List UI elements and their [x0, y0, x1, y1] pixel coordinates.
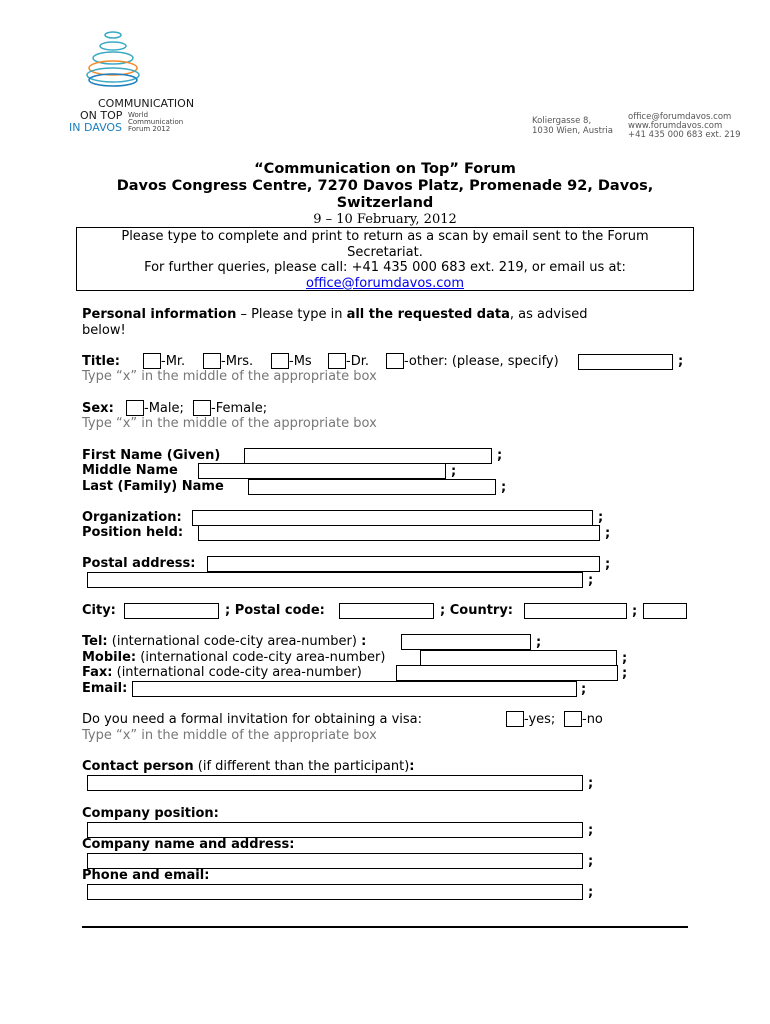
contact-person-semicolon: ;	[588, 776, 594, 791]
title-hint: Type “x” in the middle of the appropriate box	[82, 369, 377, 384]
tel-colon: :	[361, 634, 367, 649]
sex-female-label: -Female;	[211, 401, 268, 416]
visa-yes-checkbox[interactable]	[506, 711, 524, 727]
email-semicolon: ;	[581, 682, 587, 697]
notice-line3: For further queries, please call: +41 435 000 683 ext. 219, or email us at:	[144, 260, 626, 275]
intro-text1: – Please type in	[236, 307, 347, 322]
company-position-input[interactable]	[87, 822, 583, 838]
mobile-row	[82, 650, 385, 665]
contact-person-colon: :	[409, 759, 415, 774]
fax-semicolon: ;	[622, 666, 628, 681]
mobile-label: Mobile:	[82, 650, 137, 665]
fax-input[interactable]	[396, 665, 618, 681]
title-ms-checkbox[interactable]	[271, 353, 289, 369]
email-input[interactable]	[132, 681, 577, 697]
email-label: Email:	[82, 681, 128, 696]
intro-bold1: Personal information	[82, 307, 237, 322]
company-name-address-semicolon: ;	[588, 854, 594, 869]
contact-person-label: Contact person	[82, 759, 194, 774]
address-street: Koliergasse 8,	[532, 116, 592, 126]
mobile-hint: (international code-city area-number)	[136, 650, 386, 665]
country-semicolon: ;	[632, 604, 638, 619]
tel-label: Tel:	[82, 634, 108, 649]
organization-label: Organization:	[82, 510, 182, 525]
event-dates: 9 – 10 February, 2012	[313, 212, 457, 227]
forum-title: “Communication on Top” Forum	[254, 161, 516, 177]
phone-email-input[interactable]	[87, 884, 583, 900]
tel-hint: (international code-city area-number)	[107, 634, 362, 649]
postal-code-label: ; Postal code:	[225, 603, 325, 618]
venue-country: Switzerland	[336, 195, 434, 211]
sex-hint: Type “x” in the middle of the appropriate box	[82, 416, 377, 431]
postal-address-input-line2[interactable]	[87, 572, 583, 588]
contact-person-note: (if different than the participant)	[193, 759, 410, 774]
intro-bold2: all the requested data	[346, 307, 510, 322]
logo-brand-line3: IN DAVOS	[69, 121, 123, 134]
first-name-input[interactable]	[244, 448, 492, 464]
postal-address-label: Postal address:	[82, 556, 196, 571]
company-position-semicolon: ;	[588, 823, 594, 838]
contact-person-input[interactable]	[87, 775, 583, 791]
country-input[interactable]	[524, 603, 627, 619]
tel-input[interactable]	[401, 634, 531, 650]
company-name-address-label: Company name and address:	[82, 837, 295, 852]
intro-text2: , as advised	[509, 307, 588, 322]
bottom-divider	[82, 926, 688, 928]
tel-semicolon: ;	[536, 635, 542, 650]
title-dr-checkbox[interactable]	[328, 353, 346, 369]
title-semicolon: ;	[678, 354, 684, 369]
instructions-box	[76, 227, 694, 291]
title-dr-label: -Dr.	[346, 354, 369, 369]
visa-no-checkbox[interactable]	[564, 711, 582, 727]
city-label: City:	[82, 603, 116, 618]
logo-rings-graphic	[80, 28, 150, 100]
fax-label: Fax:	[82, 665, 113, 680]
title-other-input[interactable]	[578, 354, 673, 370]
position-held-semicolon: ;	[605, 526, 611, 541]
logo-sub-line2: Communication	[128, 118, 184, 126]
tel-row	[82, 634, 366, 649]
first-name-semicolon: ;	[497, 448, 503, 463]
address-web: www.forumdavos.com	[628, 121, 723, 131]
middle-name-semicolon: ;	[451, 464, 457, 479]
contact-person-row	[82, 759, 415, 774]
organization-input[interactable]	[192, 510, 593, 526]
postal-address-input-line1[interactable]	[207, 556, 600, 572]
title-label: Title:	[82, 354, 121, 369]
postal-address-semicolon-1: ;	[605, 557, 611, 572]
intro-line2: below!	[82, 323, 126, 338]
address-phone: +41 435 000 683 ext. 219	[628, 130, 741, 140]
country-extra-input[interactable]	[643, 603, 687, 619]
fax-row	[82, 665, 362, 680]
company-position-label: Company position:	[82, 806, 219, 821]
logo-brand-line1: COMMUNICATION	[98, 97, 195, 110]
organization-semicolon: ;	[598, 510, 604, 525]
visa-question: Do you need a formal invitation for obtaining a visa:	[82, 712, 422, 727]
logo-brand-line2: ON TOP	[80, 109, 123, 122]
city-input[interactable]	[124, 603, 219, 619]
middle-name-label: Middle Name	[82, 463, 178, 478]
address-city: 1030 Wien, Austria	[532, 126, 613, 136]
title-other-checkbox[interactable]	[386, 353, 404, 369]
country-label: ; Country:	[440, 603, 514, 618]
last-name-semicolon: ;	[501, 480, 507, 495]
intro-line1	[82, 307, 588, 322]
notice-line2: Secretariat.	[347, 244, 423, 260]
visa-hint: Type “x” in the middle of the appropriate box	[82, 728, 377, 743]
last-name-input[interactable]	[248, 479, 496, 495]
address-email: office@forumdavos.com	[628, 112, 732, 122]
last-name-label: Last (Family) Name	[82, 479, 224, 494]
mobile-semicolon: ;	[622, 651, 628, 666]
position-held-input[interactable]	[198, 525, 600, 541]
mobile-input[interactable]	[420, 650, 617, 666]
logo-sub-line3: Forum 2012	[128, 125, 171, 133]
first-name-label: First Name (Given)	[82, 448, 221, 463]
notice-line1: Please type to complete and print to return as a scan by email sent to the Forum	[121, 229, 649, 244]
sex-male-label: -Male;	[144, 401, 184, 416]
sex-male-checkbox[interactable]	[126, 400, 144, 416]
postal-address-semicolon-2: ;	[588, 573, 594, 588]
title-mr-checkbox[interactable]	[143, 353, 161, 369]
sex-female-checkbox[interactable]	[193, 400, 211, 416]
title-mr-label: -Mr.	[161, 354, 186, 369]
phone-email-label: Phone and email:	[82, 868, 210, 883]
notice-email-link[interactable]: office@forumdavos.com	[306, 275, 464, 291]
title-mrs-label: -Mrs.	[221, 354, 254, 369]
title-ms-label: -Ms	[289, 354, 312, 369]
title-mrs-checkbox[interactable]	[203, 353, 221, 369]
phone-email-semicolon: ;	[588, 885, 594, 900]
position-held-label: Position held:	[82, 525, 184, 540]
title-other-label: -other: (please, specify)	[404, 354, 559, 369]
postal-code-input[interactable]	[339, 603, 434, 619]
visa-yes-label: -yes;	[524, 712, 556, 727]
venue-line: Davos Congress Centre, 7270 Davos Platz, Promenade 92, Davos,	[116, 178, 654, 194]
sex-label: Sex:	[82, 401, 114, 416]
company-name-address-input[interactable]	[87, 853, 583, 869]
visa-no-label: -no	[582, 712, 603, 727]
middle-name-input[interactable]	[198, 463, 446, 479]
fax-hint: (international code-city area-number)	[112, 665, 362, 680]
logo-sub-line1: World	[128, 111, 149, 119]
